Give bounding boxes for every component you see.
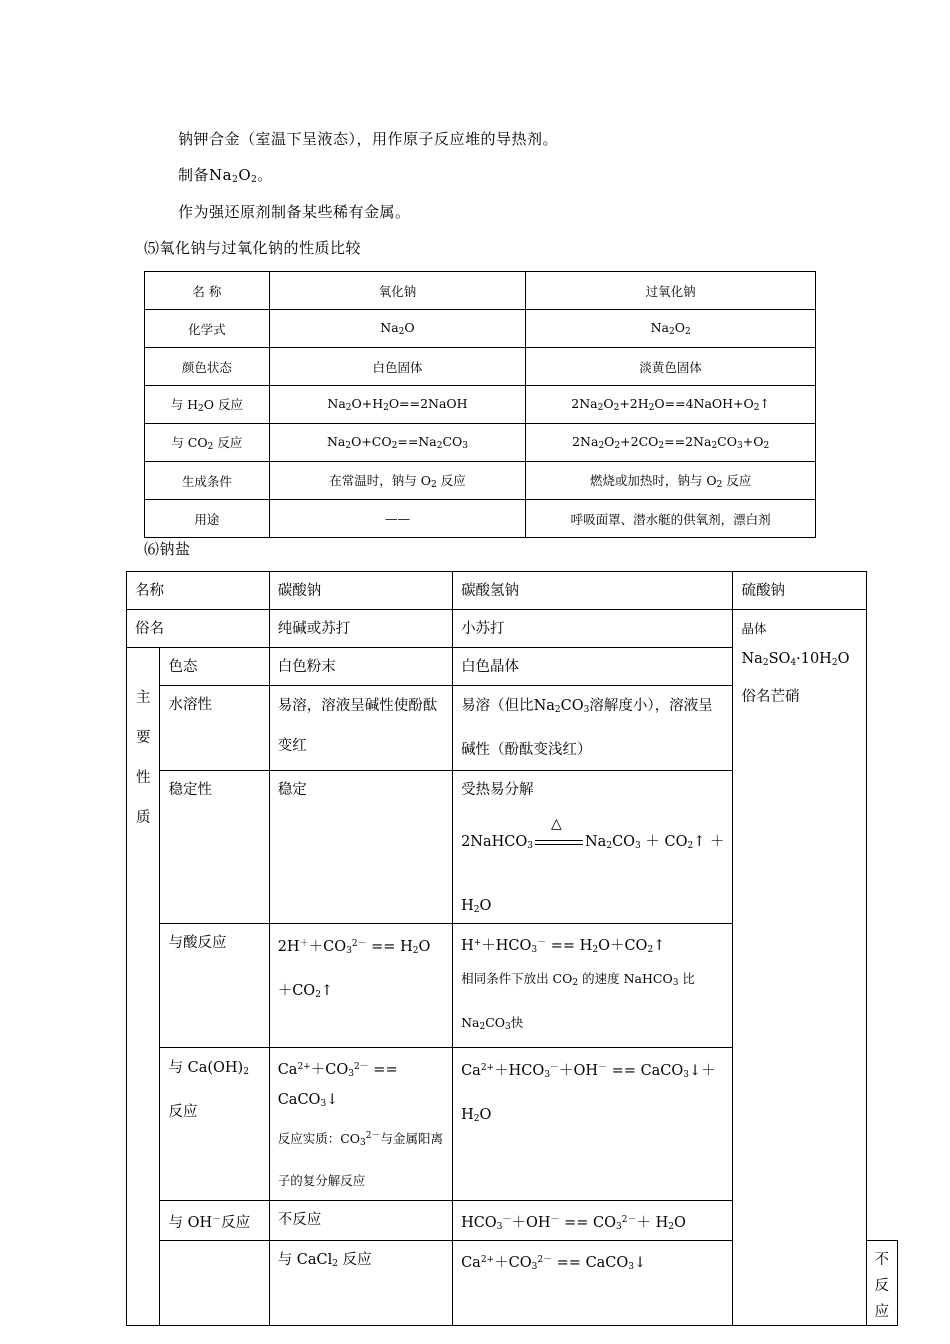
na2co3-caoh2-equation: $Ca^{2+}+CO_3^{2-}$ == CaCO$_3$↓ <box>277 1062 398 1109</box>
table-row <box>145 272 816 310</box>
na2co3-solubility: 易溶，溶液呈碱性使酚酞变红 <box>269 686 452 771</box>
na2so4-crystal-label: 晶体 <box>741 621 767 636</box>
nahco3-color: 白色晶体 <box>453 648 733 686</box>
table-row <box>145 462 816 500</box>
sodium-salts-table <box>126 571 898 1326</box>
nahco3-common-name: 小苏打 <box>453 610 733 648</box>
table-header-cell: 名称 <box>127 572 270 610</box>
na2o2-co2-equation: $2Na_2O_2+2CO_2==2Na_2CO_3+O_2$ <box>526 424 816 462</box>
nahco3-decomposition-equation-cont: $H_2O$ <box>461 898 492 915</box>
table-row <box>145 386 816 424</box>
nahco3-solubility: 易溶（但比$Na_2CO_3$溶解度小），溶液呈碱性（酚酞变浅红） <box>453 686 733 771</box>
na2o-color: 白色固体 <box>269 348 526 386</box>
row-label-co2: 与 $CO_2$ 反应 <box>145 424 270 462</box>
na2o2-condition: 燃烧或加热时，钠与 $O_2$ 反应 <box>526 462 816 500</box>
na2co3-stability: 稳定 <box>269 771 452 924</box>
table-row <box>145 500 816 538</box>
side-char: 要 <box>135 730 151 746</box>
heat-equals-icon: △ <box>533 834 585 850</box>
row-label-caoh2: 与 $Ca(OH)_2$反应 <box>160 1048 269 1201</box>
na2o-co2-equation: $Na_2O+CO_2==Na_2CO_3$ <box>269 424 526 462</box>
na2so4-info <box>733 610 866 1326</box>
row-label-color: 色态 <box>160 648 269 686</box>
intro-line-1: 钠钾合金（室温下呈液态），用作原子反应堆的导热剂。 <box>178 130 559 148</box>
row-label-cacl2: 与 CaCl$_2$ 反应 <box>269 1241 452 1326</box>
nahco3-stability-text: 受热易分解 <box>461 782 534 798</box>
row-label-h2o: 与 $H_2O$ 反应 <box>145 386 270 424</box>
intro-line-2: 制备$Na_2O_2$。 <box>178 166 273 185</box>
side-char: 主 <box>135 690 151 706</box>
section5-heading: ⑸氧化钠与过氧化钠的性质比较 <box>144 239 362 257</box>
na2co3-acid-equation: $2H^++CO_3^{2-}$ == $H_2O+CO_2↑$ <box>269 924 452 1048</box>
nahco3-acid-note: 相同条件下放出 $CO_2$ 的速度 NaHCO$_3$ 比 $Na_2CO_3$快 <box>461 971 695 1032</box>
row-label-color: 颜色状态 <box>145 348 270 386</box>
na2co3-oh: 不反应 <box>269 1201 452 1241</box>
main-properties-label <box>127 648 160 1326</box>
intro-line-3: 作为强还原剂制备某些稀有金属。 <box>178 203 411 221</box>
table-row <box>145 310 816 348</box>
na2o2-color: 淡黄色固体 <box>526 348 816 386</box>
side-char: 质 <box>135 810 151 826</box>
table-header-cell: 过氧化钠 <box>526 272 816 310</box>
nahco3-cacl2: 不反应 <box>866 1241 898 1326</box>
table-header-cell: 氧化钠 <box>269 272 526 310</box>
nahco3-stability <box>453 771 733 924</box>
oxide-comparison-table <box>144 271 816 538</box>
side-spacer <box>160 1241 269 1326</box>
na2o2-h2o-equation: $2Na_2O_2+2H_2O==4NaOH+O_2↑$ <box>526 386 816 424</box>
table-header-cell: 碳酸氢钠 <box>453 572 733 610</box>
table-header-cell: 硫酸钠 <box>733 572 866 610</box>
table-row <box>127 572 898 610</box>
table-row <box>127 610 898 648</box>
table-header-cell: 名 称 <box>145 272 270 310</box>
na2o-condition: 在常温时，钠与 $O_2$ 反应 <box>269 462 526 500</box>
na2so4-common-name: 俗名芒硝 <box>741 689 800 705</box>
nahco3-caoh2-equation: $Ca^{2+}+HCO_3^-+OH^-$ == $CaCO_3↓+H_2O$ <box>453 1048 733 1201</box>
row-label-oh: 与 OH－反应 <box>160 1201 269 1241</box>
na2o2-use: 呼吸面罩、潜水艇的供氧剂，漂白剂 <box>526 500 816 538</box>
na2o-use: —— <box>269 500 526 538</box>
row-label-solubility: 水溶性 <box>160 686 269 771</box>
na2co3-color: 白色粉末 <box>269 648 452 686</box>
row-label-condition: 生成条件 <box>145 462 270 500</box>
nahco3-oh-equation: $HCO_3^-+OH^- == CO_3^{2-}+ H_2O$ <box>453 1201 733 1241</box>
table-header-cell: 碳酸钠 <box>269 572 452 610</box>
na2o2-formula: $Na_2O_2$ <box>526 310 816 348</box>
row-label-use: 用途 <box>145 500 270 538</box>
side-char: 性 <box>135 770 151 786</box>
row-label-stability: 稳定性 <box>160 771 269 924</box>
row-label-acid: 与酸反应 <box>160 924 269 1048</box>
row-label-common-name: 俗名 <box>127 610 270 648</box>
na2co3-common-name: 纯碱或苏打 <box>269 610 452 648</box>
nahco3-acid-equation: $H^++HCO_3^-$ == $H_2O+CO_2↑$ <box>461 938 666 955</box>
na2co3-caoh2 <box>269 1048 452 1201</box>
na2o-h2o-equation: $Na_2O+H_2O==2NaOH$ <box>269 386 526 424</box>
na2o-formula: $Na_2O$ <box>269 310 526 348</box>
nahco3-decomposition-equation: 2NaHCO$_3$ △ $Na_2CO_3$ ＋ $CO_2↑$ ＋ <box>461 816 725 851</box>
na2co3-caoh2-note: 反应实质：$CO_3^{2-}$与金属阳离子的复分解反应 <box>277 1131 444 1188</box>
table-row <box>145 424 816 462</box>
row-label-formula: 化学式 <box>145 310 270 348</box>
na2so4-formula: $Na_2SO_4\cdot 10H_2O$ <box>741 651 850 668</box>
section6-heading: ⑹钠盐 <box>144 540 191 558</box>
table-row <box>145 348 816 386</box>
nahco3-acid <box>453 924 733 1048</box>
na2co3-cacl2-equation: $Ca^{2+}+CO_3^{2-}$ == CaCO$_3$↓ <box>453 1241 733 1326</box>
